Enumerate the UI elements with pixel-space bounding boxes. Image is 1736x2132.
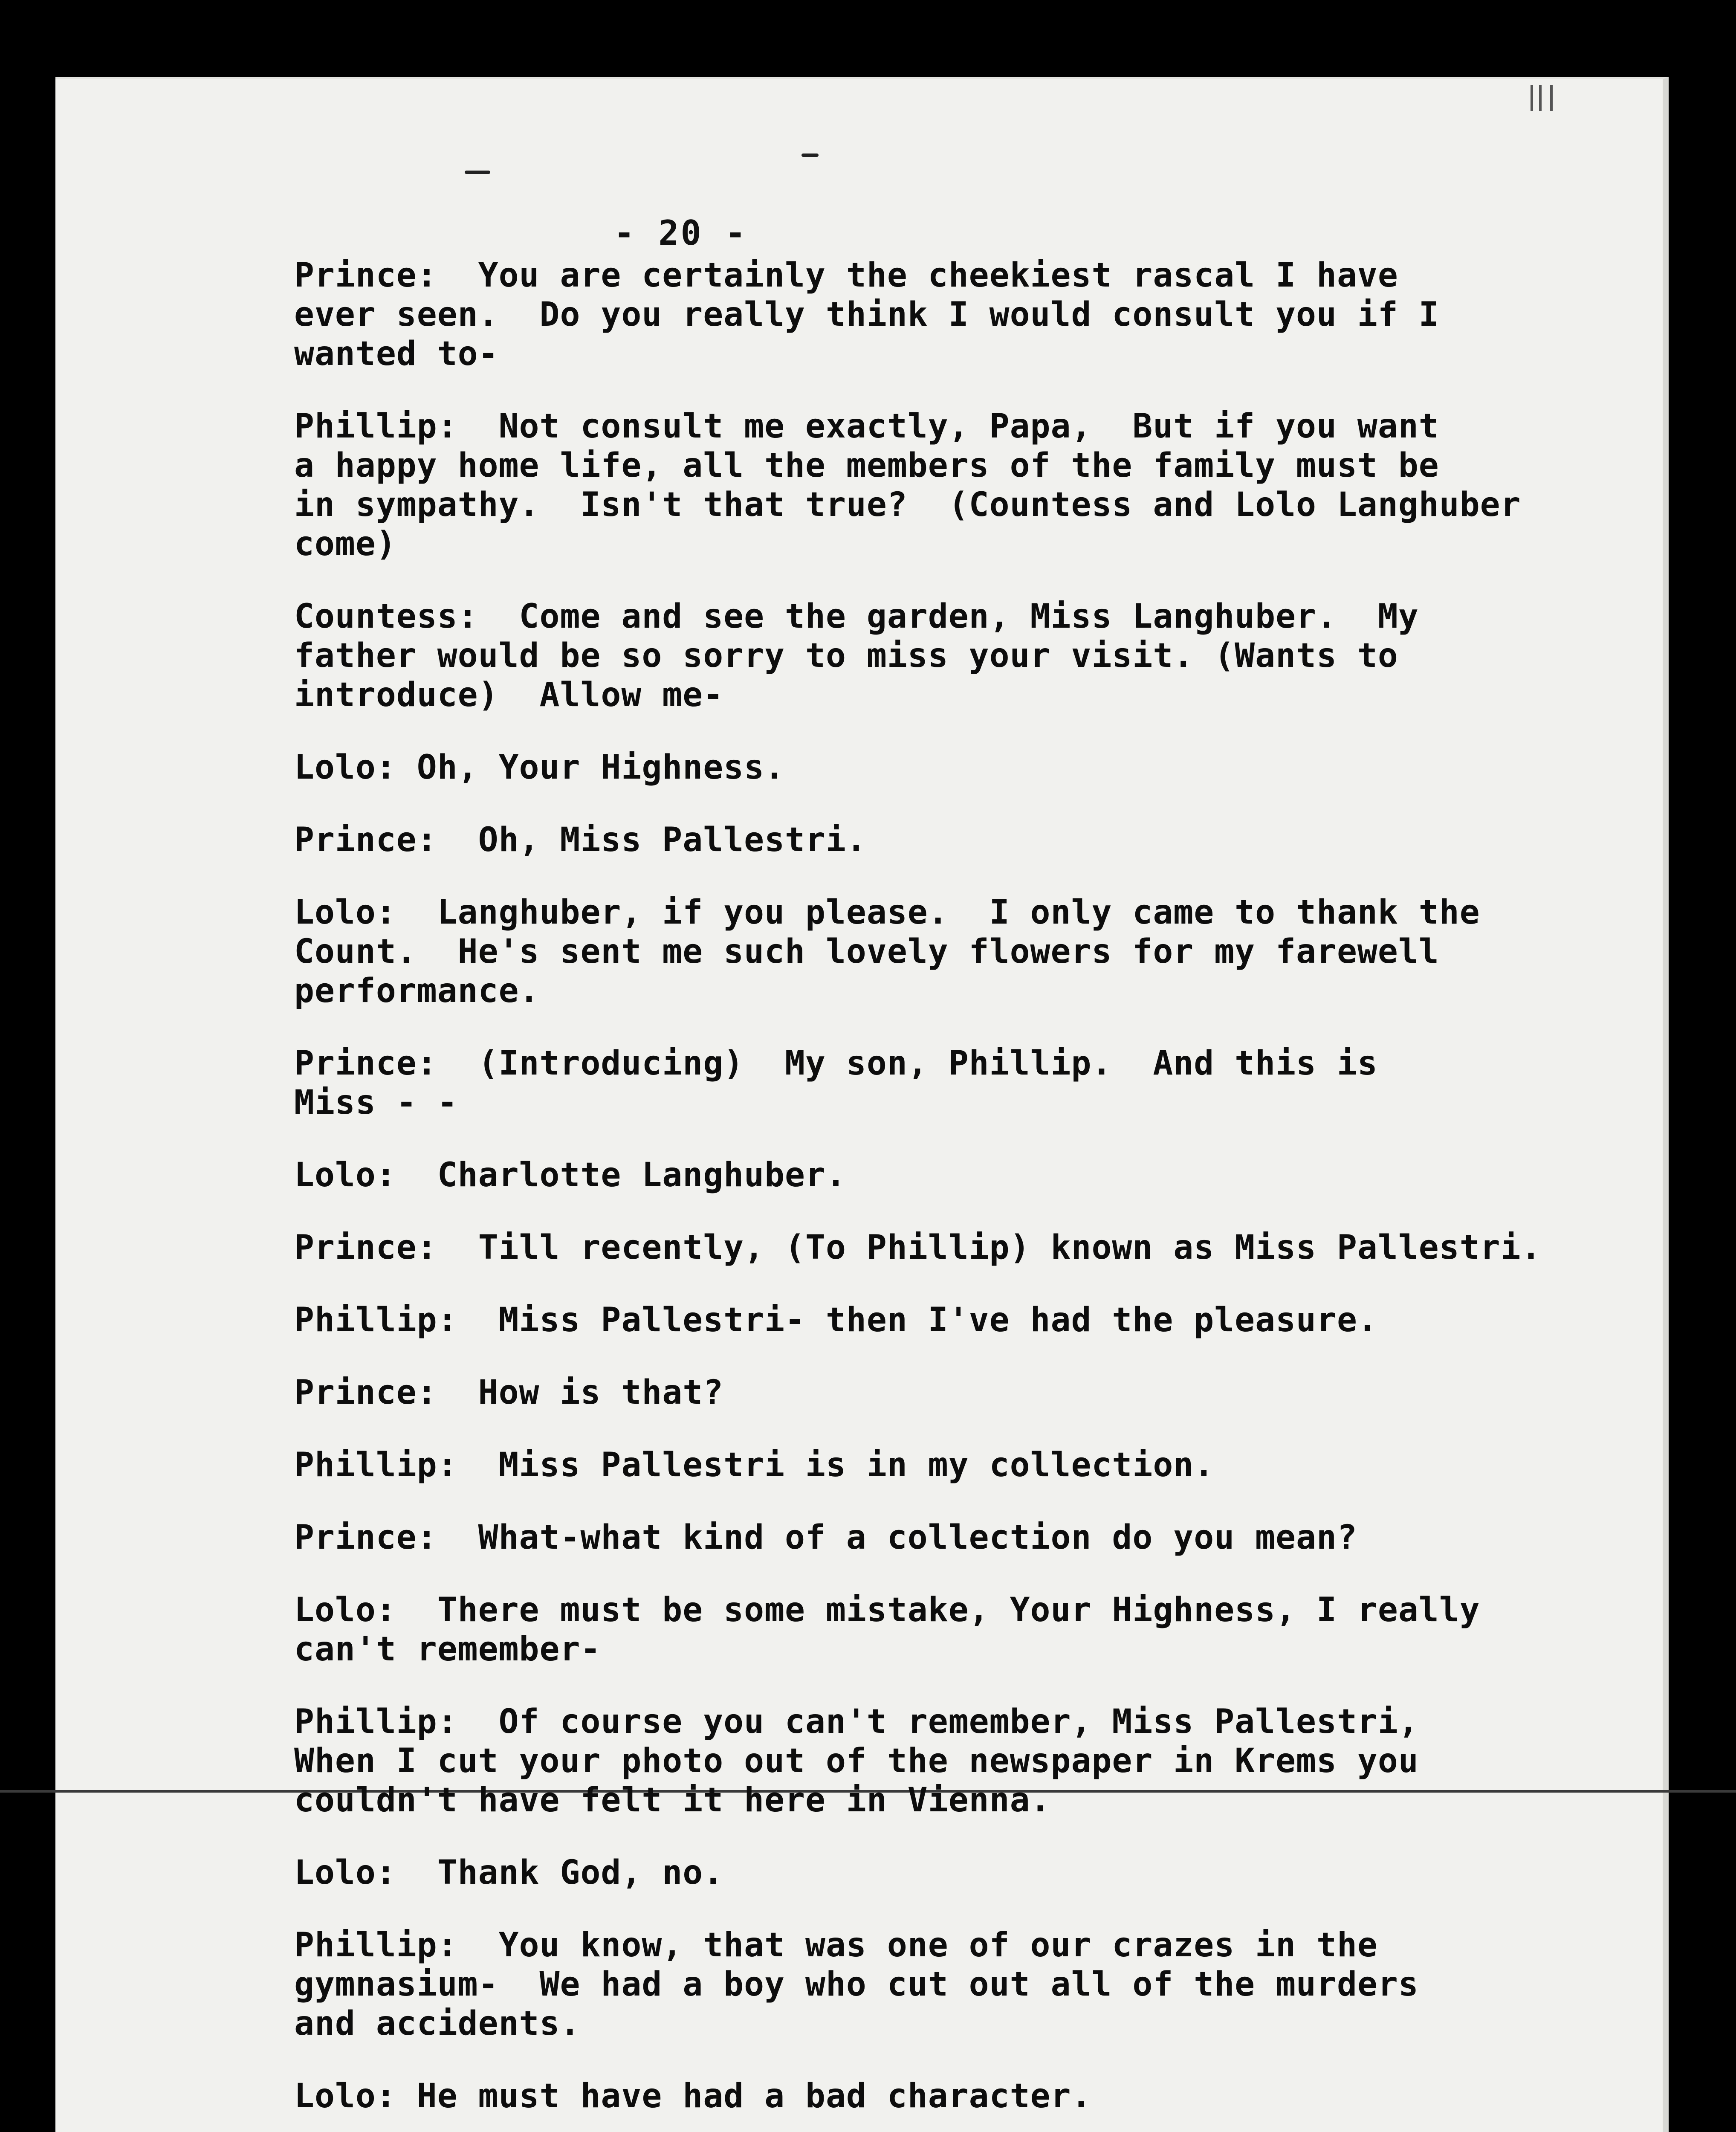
dialogue-block <box>294 597 1620 715</box>
dialogue-line: Prince: Oh, Miss Pallestri. <box>294 821 867 859</box>
dialogue-block <box>294 1926 1620 2043</box>
block-gap <box>294 1122 1620 1156</box>
block-gap <box>294 374 1620 407</box>
dialogue-line: Lolo: Charlotte Langhuber. <box>294 1156 846 1194</box>
block-gap <box>294 715 1620 748</box>
block-gap <box>294 1412 1620 1445</box>
dialogue-line: Count. He's sent me such lovely flowers for my farewell <box>294 933 1439 971</box>
dialogue-block <box>294 1044 1620 1122</box>
dialogue-line: gymnasium- We had a boy who cut out all of the murders <box>294 1965 1419 2004</box>
block-gap <box>294 2043 1620 2077</box>
block-gap <box>294 1195 1620 1228</box>
dialogue-block <box>294 1156 1620 1195</box>
page-number: - 20 - <box>614 213 747 253</box>
dialogue-line: Phillip: Of course you can't remember, Miss Pallestri, <box>294 1703 1419 1741</box>
dialogue-line: Prince: Till recently, (To Phillip) known as Miss Pallestri. <box>294 1228 1542 1267</box>
corner-tally-mark <box>1531 85 1553 111</box>
dialogue-line: Phillip: Miss Pallestri is in my collection. <box>294 1446 1215 1484</box>
dialogue-line: Miss - - <box>294 1083 458 1122</box>
dialogue-line: When I cut your photo out of the newspaper in Krems you <box>294 1742 1419 1780</box>
dialogue-line: in sympathy. Isn't that true? (Countess and Lolo Langhuber <box>294 486 1521 524</box>
block-gap <box>294 2116 1620 2132</box>
block-gap <box>294 1669 1620 1702</box>
dialogue-block <box>294 407 1620 564</box>
block-gap <box>294 787 1620 820</box>
dialogue-line: and accidents. <box>294 2005 581 2043</box>
dialogue-line: performance. <box>294 972 540 1010</box>
script-text <box>294 256 1620 2132</box>
dialogue-line: Prince: (Introducing) My son, Phillip. And this is <box>294 1044 1378 1083</box>
block-gap <box>294 1011 1620 1044</box>
dialogue-block <box>294 820 1620 860</box>
dialogue-line: Phillip: Not consult me exactly, Papa, But if you want <box>294 407 1439 446</box>
block-gap <box>294 1820 1620 1853</box>
block-gap <box>294 1267 1620 1301</box>
dialogue-line: Lolo: He must have had a bad character. <box>294 2077 1092 2115</box>
dialogue-block <box>294 1373 1620 1412</box>
dialogue-line: can't remember- <box>294 1630 601 1669</box>
dialogue-block <box>294 1853 1620 1892</box>
dialogue-line: Prince: What-what kind of a collection do you mean? <box>294 1518 1357 1557</box>
dialogue-line: ever seen. Do you really think I would consult you if I <box>294 295 1439 334</box>
dialogue-block <box>294 2077 1620 2116</box>
dialogue-line: introduce) Allow me- <box>294 676 724 714</box>
block-gap <box>294 564 1620 597</box>
dialogue-line: Lolo: There must be some mistake, Your Highness, I really <box>294 1591 1480 1629</box>
block-gap <box>294 860 1620 893</box>
dialogue-block <box>294 748 1620 787</box>
dialogue-block <box>294 1702 1620 1820</box>
dialogue-line: Countess: Come and see the garden, Miss Langhuber. My <box>294 597 1419 636</box>
dialogue-line: Lolo: Langhuber, if you please. I only came to thank the <box>294 893 1480 932</box>
dialogue-block <box>294 1445 1620 1485</box>
dialogue-line: wanted to- <box>294 335 499 373</box>
dialogue-block <box>294 1228 1620 1267</box>
dialogue-line: Prince: You are certainly the cheekiest rascal I have <box>294 256 1398 295</box>
dialogue-line: come) <box>294 525 396 563</box>
dialogue-block <box>294 1518 1620 1557</box>
dialogue-line: father would be so sorry to miss your visit. (Wants to <box>294 637 1398 675</box>
dialogue-line: Phillip: Miss Pallestri- then I've had the pleasure. <box>294 1301 1378 1339</box>
ink-speck <box>801 154 819 157</box>
block-gap <box>294 1892 1620 1926</box>
dialogue-line: Prince: How is that? <box>294 1373 724 1412</box>
dialogue-block <box>294 893 1620 1011</box>
dialogue-block <box>294 256 1620 374</box>
block-gap <box>294 1485 1620 1518</box>
dialogue-line: Lolo: Thank God, no. <box>294 1854 724 1892</box>
dialogue-block <box>294 1590 1620 1669</box>
block-gap <box>294 1557 1620 1590</box>
dialogue-line: Lolo: Oh, Your Highness. <box>294 748 785 787</box>
dialogue-line: couldn't have felt it here in Vienna. <box>294 1781 1051 1819</box>
dialogue-block <box>294 1301 1620 1340</box>
dialogue-line: a happy home life, all the members of the family must be <box>294 446 1439 485</box>
block-gap <box>294 1340 1620 1373</box>
ink-speck <box>465 171 490 174</box>
dialogue-line: Phillip: You know, that was one of our crazes in the <box>294 1926 1378 1964</box>
